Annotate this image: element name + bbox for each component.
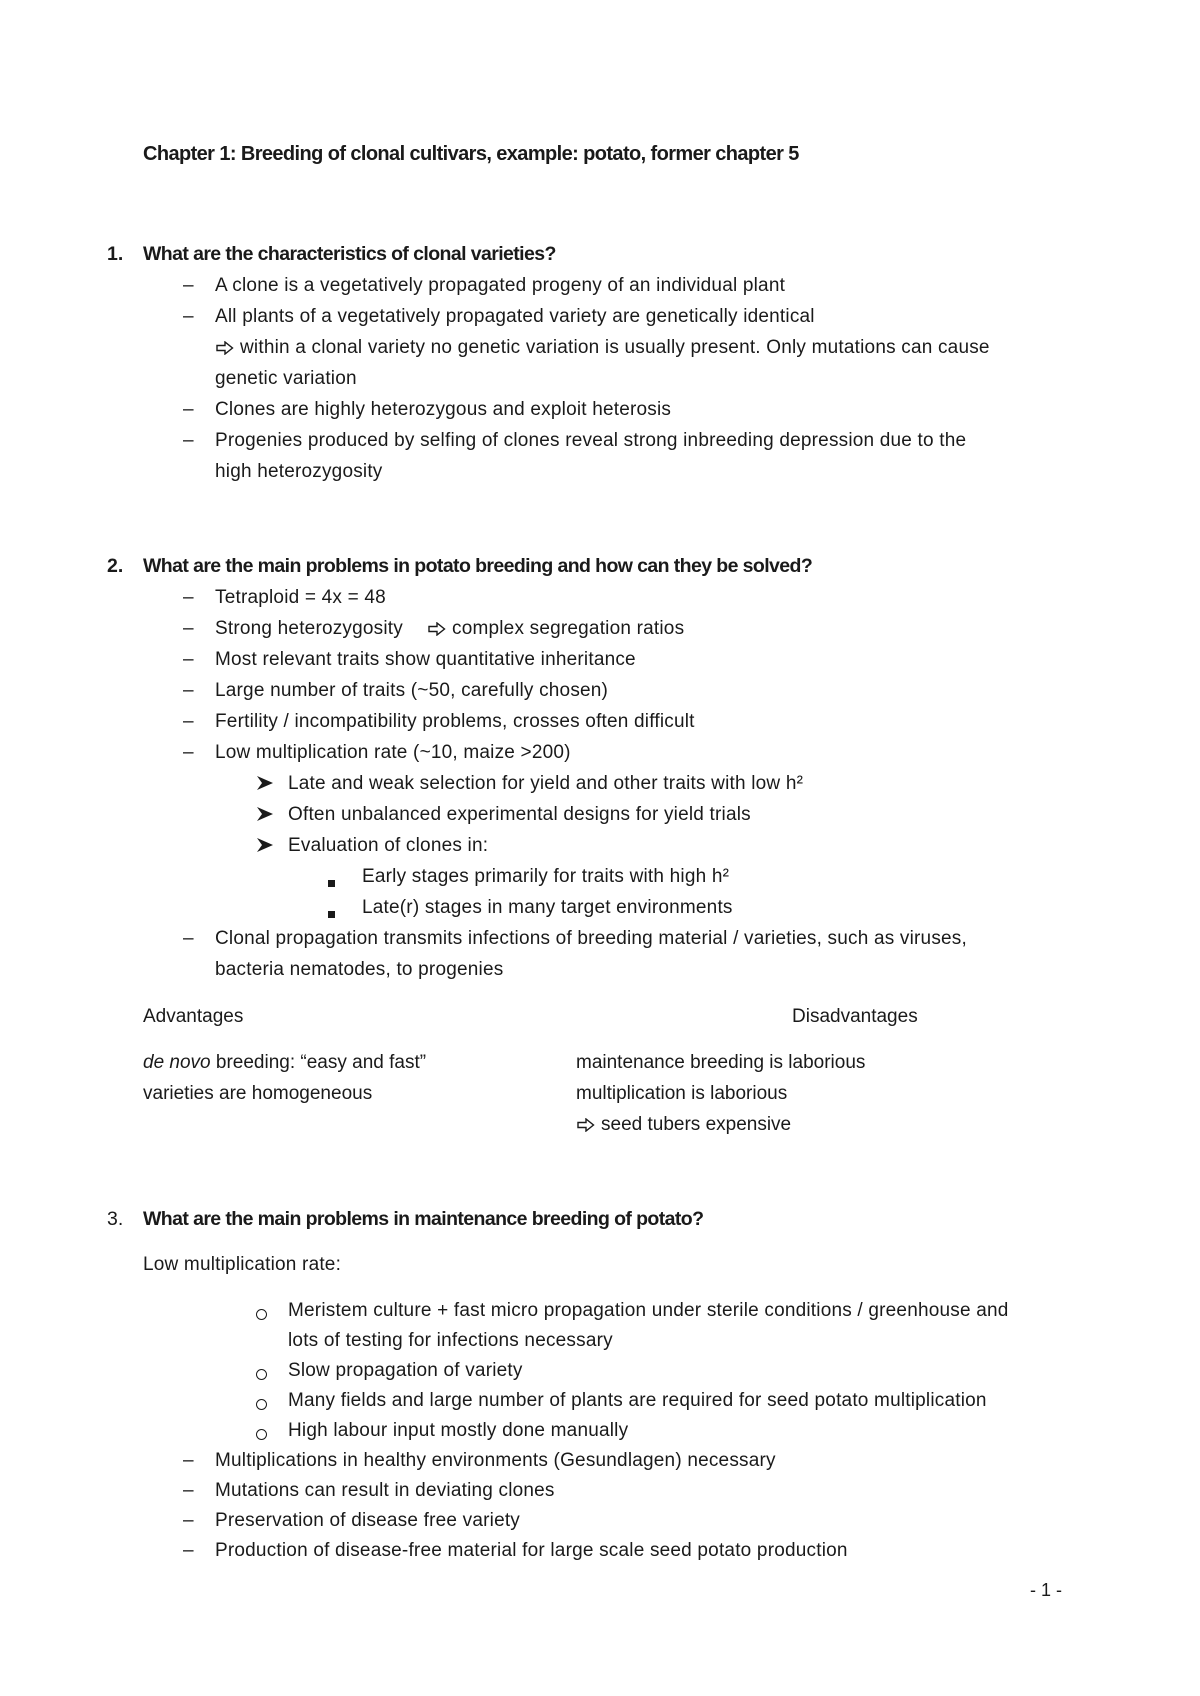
q2-item: Tetraploid = 4x = 48 <box>215 587 386 608</box>
dash-bullet: – <box>183 587 194 608</box>
chapter-title: Chapter 1: Breeding of clonal cultivars, example: potato, former chapter 5 <box>143 143 799 165</box>
q2-subitem: Often unbalanced experimental designs for yield trials <box>288 804 751 825</box>
advantage-item <box>143 1052 426 1074</box>
right-arrow-icon <box>216 339 234 357</box>
q2-item: Clonal propagation transmits infections of breeding material / varieties, such as viruses, <box>215 928 967 949</box>
q2-item: Strong heterozygosity <box>215 618 403 639</box>
dash-bullet: – <box>183 742 194 763</box>
q1-item: Clones are highly heterozygous and exploit heterosis <box>215 399 672 420</box>
page-number: - 1 - <box>1030 1580 1063 1600</box>
disadvantage-item: seed tubers expensive <box>601 1114 792 1135</box>
square-bullet-icon <box>328 874 335 892</box>
q1-item: Progenies produced by selfing of clones reveal strong inbreeding depression due to the <box>215 430 967 451</box>
q1-item: genetic variation <box>215 368 357 389</box>
q2-item: Most relevant traits show quantitative inheritance <box>215 649 636 670</box>
dash-bullet: – <box>183 618 194 639</box>
disadvantage-item: maintenance breeding is laborious <box>576 1052 866 1073</box>
q3-subitem: Many fields and large number of plants are required for seed potato multiplication <box>288 1390 987 1411</box>
arrowhead-bullet-icon <box>256 837 274 858</box>
q3-subitem: Meristem culture + fast micro propagation under sterile conditions / greenhouse and <box>288 1300 1009 1321</box>
dash-bullet: – <box>183 649 194 670</box>
q1-number: 1. <box>107 243 124 265</box>
dash-bullet: – <box>183 928 194 949</box>
arrowhead-bullet-icon <box>256 775 274 796</box>
disadvantages-header: Disadvantages <box>792 1006 918 1027</box>
q2-item: bacteria nematodes, to progenies <box>215 959 504 980</box>
advantage-italic-term: de novo <box>143 1052 211 1073</box>
dash-bullet: – <box>183 430 194 451</box>
advantage-text: breeding: “easy and fast” <box>210 1052 427 1073</box>
q3-number: 3. <box>107 1208 124 1230</box>
dash-bullet: – <box>183 399 194 420</box>
q2-subsubitem: Late(r) stages in many target environments <box>362 897 733 918</box>
q2-item: Fertility / incompatibility problems, crosses often difficult <box>215 711 695 732</box>
dash-bullet: – <box>183 1540 194 1561</box>
dash-bullet: – <box>183 1480 194 1501</box>
dash-bullet: – <box>183 1450 194 1471</box>
q3-heading: What are the main problems in maintenance breeding of potato? <box>143 1208 704 1230</box>
q3-item: Preservation of disease free variety <box>215 1510 521 1531</box>
q1-item: All plants of a vegetatively propagated variety are genetically identical <box>215 306 815 327</box>
q3-item: Multiplications in healthy environments (Gesundlagen) necessary <box>215 1450 776 1471</box>
q3-subitem: Slow propagation of variety <box>288 1360 523 1381</box>
right-arrow-icon <box>577 1116 595 1134</box>
q1-heading: What are the characteristics of clonal varieties? <box>143 243 556 265</box>
circle-bullet-icon <box>256 1397 267 1415</box>
q2-item: Large number of traits (~50, carefully chosen) <box>215 680 609 701</box>
disadvantage-item: multiplication is laborious <box>576 1083 788 1104</box>
advantages-header: Advantages <box>143 1006 244 1027</box>
arrowhead-bullet-icon <box>256 806 274 827</box>
circle-bullet-icon <box>256 1427 267 1445</box>
circle-bullet-icon <box>256 1307 267 1325</box>
q2-item: Low multiplication rate (~10, maize >200) <box>215 742 571 763</box>
q2-subitem: Evaluation of clones in: <box>288 835 489 856</box>
q2-subsubitem: Early stages primarily for traits with high h² <box>362 866 730 887</box>
q3-subitem: lots of testing for infections necessary <box>288 1330 613 1351</box>
advantage-item: varieties are homogeneous <box>143 1083 373 1104</box>
q2-subitem: Late and weak selection for yield and other traits with low h² <box>288 773 804 794</box>
dash-bullet: – <box>183 275 194 296</box>
right-arrow-icon <box>428 620 446 638</box>
dash-bullet: – <box>183 1510 194 1531</box>
q1-item: A clone is a vegetatively propagated progeny of an individual plant <box>215 275 786 296</box>
q2-heading: What are the main problems in potato breeding and how can they be solved? <box>143 555 813 577</box>
q3-item: Mutations can result in deviating clones <box>215 1480 555 1501</box>
q2-item: complex segregation ratios <box>452 618 685 639</box>
dash-bullet: – <box>183 711 194 732</box>
circle-bullet-icon <box>256 1367 267 1385</box>
q1-item: within a clonal variety no genetic variation is usually present. Only mutations can cause <box>240 337 990 358</box>
dash-bullet: – <box>183 306 194 327</box>
q3-subitem: High labour input mostly done manually <box>288 1420 629 1441</box>
q3-item: Production of disease-free material for large scale seed potato production <box>215 1540 848 1561</box>
q1-item: high heterozygosity <box>215 461 383 482</box>
dash-bullet: – <box>183 680 194 701</box>
square-bullet-icon <box>328 905 335 923</box>
q2-number: 2. <box>107 555 124 577</box>
q3-intro: Low multiplication rate: <box>143 1254 342 1275</box>
